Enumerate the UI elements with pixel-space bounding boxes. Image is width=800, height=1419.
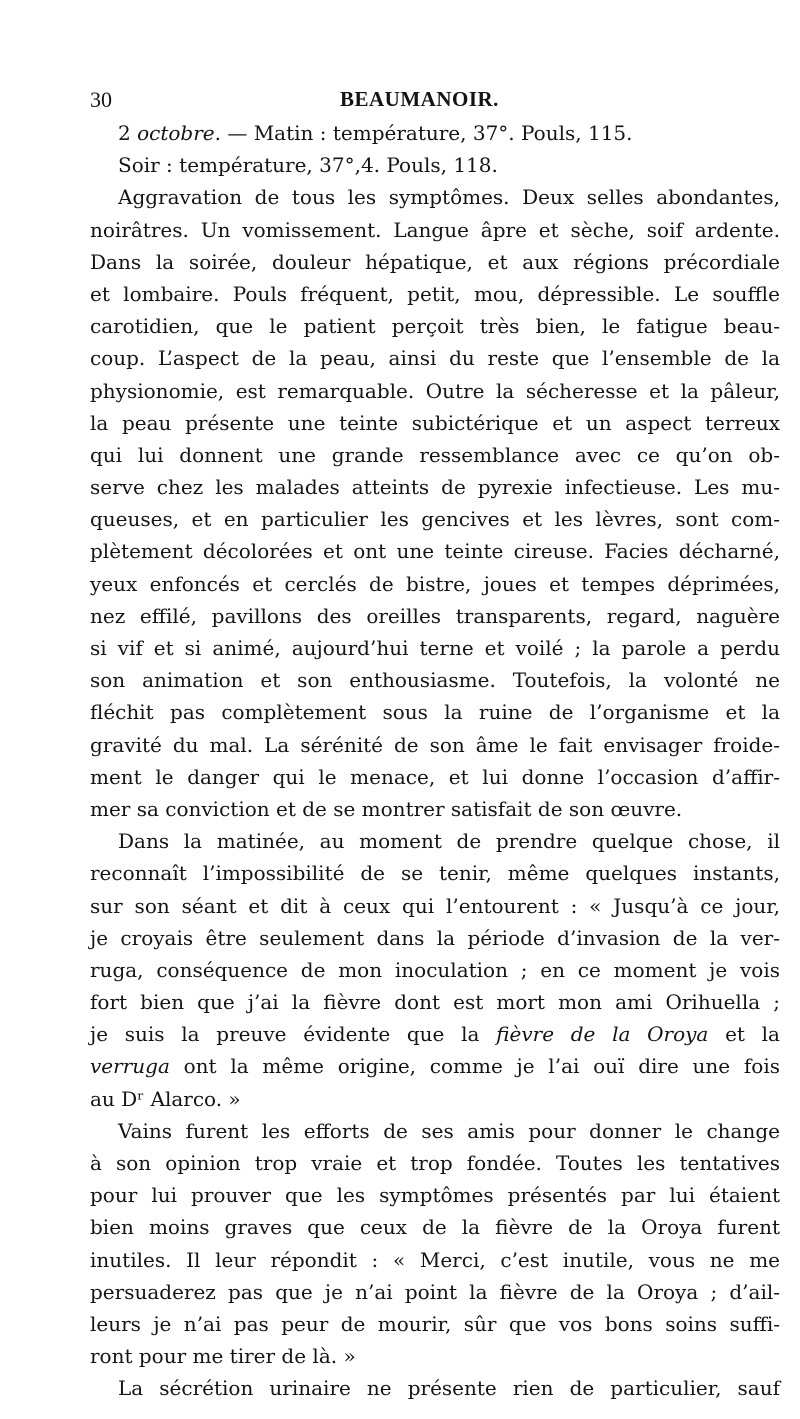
text-segment: Dans la matinée, au moment de prendre quelque chose, il xyxy=(118,829,780,854)
text-segment: la peau présente une teinte subictérique et un aspect terreux xyxy=(90,410,780,435)
text-segment: Soir : température, 37°,4. Pouls, 118. xyxy=(118,153,498,178)
text-segment: à son opinion trop vraie et trop fondée. Toutes les tentatives xyxy=(90,1151,780,1175)
text-line xyxy=(90,922,780,954)
text-line xyxy=(90,407,780,439)
text-line xyxy=(90,632,780,664)
text-segment: physionomie, est remarquable. Outre la sécheresse et la pâleur, xyxy=(90,378,780,403)
text-segment: noirâtres. Un vomissement. Langue âpre et sèche, soif ardente. xyxy=(90,217,780,242)
text-line xyxy=(90,149,780,181)
text-segment: si vif et si animé, aujourd’hui terne et voilé ; la parole a perdu xyxy=(90,636,780,660)
text-segment: ruga, conséquence de mon inoculation ; en ce moment je vois xyxy=(90,957,780,982)
text-segment: qui lui donnent une grande ressemblance avec ce qu’on ob- xyxy=(90,442,780,467)
text-segment: et lombaire. Pouls fréquent, petit, mou, dépressible. Le souffle xyxy=(90,281,780,306)
text-line xyxy=(90,664,780,696)
text-line xyxy=(90,793,780,825)
text-line xyxy=(90,471,780,503)
italic-text: octobre xyxy=(137,121,215,145)
text-line xyxy=(90,1244,780,1276)
text-segment: queuses, et en particulier les gencives et les lèvres, sont com- xyxy=(90,507,780,532)
text-line xyxy=(90,503,780,535)
text-segment: carotidien, que le patient perçoit très bien, le fatigue beau- xyxy=(90,314,780,339)
running-title: BEAUMANOIR. xyxy=(340,87,499,111)
text-segment: pour lui prouver que les symptômes présentés par lui étaient xyxy=(90,1183,780,1208)
text-line xyxy=(90,1372,780,1404)
text-segment: persuaderez pas que je n’ai point la fièvre de la Oroya ; d’ail- xyxy=(90,1279,780,1304)
text-segment: Dans la soirée, douleur hépatique, et aux régions précordiale xyxy=(90,249,780,274)
text-segment: gravité du mal. La sérénité de son âme le fait envisager froide- xyxy=(90,732,780,757)
text-segment: . — Matin : température, 37°. Pouls, 115. xyxy=(214,121,633,145)
text-segment: au Dʳ Alarco. » xyxy=(90,1086,241,1111)
text-line xyxy=(90,1211,780,1243)
text-segment: plètement décolorées et ont une teinte cireuse. Facies décharné, xyxy=(90,539,780,564)
text-segment: je croyais être seulement dans la période d’invasion de la ver- xyxy=(90,925,780,950)
text-line xyxy=(90,1340,780,1372)
text-segment: reconnaît l’impossibilité de se tenir, même quelques instants, xyxy=(90,861,780,886)
text-line xyxy=(90,857,780,889)
text-line xyxy=(90,117,780,149)
text-segment: leurs je n’ai pas peur de mourir, sûr que vos bons soins suffi- xyxy=(90,1311,780,1336)
italic-text: verruga xyxy=(90,1054,170,1079)
text-line xyxy=(90,729,780,761)
text-line xyxy=(90,1179,780,1211)
body-text xyxy=(90,117,780,1405)
text-line xyxy=(90,890,780,922)
text-segment: ront pour me tirer de là. » xyxy=(90,1344,356,1369)
text-segment: inutiles. Il leur répondit : « Merci, c’est inutile, vous ne me xyxy=(90,1247,780,1272)
text-segment: coup. L’aspect de la peau, ainsi du reste que l’ensemble de la xyxy=(90,346,780,371)
italic-text: fièvre de la Oroya xyxy=(496,1022,709,1047)
text-line xyxy=(90,181,780,213)
text-line xyxy=(90,1147,780,1179)
text-line xyxy=(90,310,780,342)
text-segment: je suis la preuve évidente que la xyxy=(90,1022,497,1047)
text-line xyxy=(90,535,780,567)
text-segment: Aggravation de tous les symptômes. Deux selles abondantes, xyxy=(118,185,780,210)
text-segment: nez effilé, pavillons des oreilles transparents, regard, naguère xyxy=(90,603,780,628)
text-segment: serve chez les malades atteints de pyrexie infectieuse. Les mu- xyxy=(90,475,780,500)
text-line xyxy=(90,696,780,728)
text-segment: bien moins graves que ceux de la fièvre de la Oroya furent xyxy=(90,1215,780,1240)
text-line xyxy=(90,246,780,278)
text-segment: La sécrétion urinaire ne présente rien de particulier, sauf xyxy=(118,1376,780,1401)
text-line xyxy=(90,600,780,632)
text-segment: son animation et son enthousiasme. Toutefois, la volonté ne xyxy=(90,668,780,693)
running-head xyxy=(90,83,780,117)
text-segment: fort bien que j’ai la fièvre dont est mort mon ami Orihuella ; xyxy=(90,990,780,1015)
text-line xyxy=(90,1083,780,1115)
text-line xyxy=(90,214,780,246)
text-line xyxy=(90,342,780,374)
text-segment: et la xyxy=(708,1022,780,1047)
text-line xyxy=(90,375,780,407)
text-segment: fléchit pas complètement sous la ruine de l’organisme et la xyxy=(90,700,780,725)
text-line xyxy=(90,1050,780,1082)
text-line xyxy=(90,761,780,793)
page-number: 30 xyxy=(90,87,112,112)
text-segment: ont la même origine, comme je l’ai ouï dire une fois xyxy=(169,1054,780,1079)
text-line xyxy=(90,568,780,600)
text-segment: mer sa conviction et de se montrer satisfait de son œuvre. xyxy=(90,796,683,821)
text-line xyxy=(90,1115,780,1147)
text-line xyxy=(90,1308,780,1340)
text-line xyxy=(90,439,780,471)
text-segment: ment le danger qui le menace, et lui donne l’occasion d’affir- xyxy=(90,764,780,789)
text-segment: 2 xyxy=(118,121,138,145)
text-line xyxy=(90,278,780,310)
text-line xyxy=(90,1018,780,1050)
text-line xyxy=(90,825,780,857)
text-segment: yeux enfoncés et cerclés de bistre, joues et tempes déprimées, xyxy=(90,571,780,596)
text-segment: Vains furent les efforts de ses amis pour donner le change xyxy=(118,1118,780,1143)
text-line xyxy=(90,954,780,986)
text-line xyxy=(90,1276,780,1308)
text-line xyxy=(90,986,780,1018)
text-segment: sur son séant et dit à ceux qui l’entourent : « Jusqu’à ce jour, xyxy=(90,893,780,918)
